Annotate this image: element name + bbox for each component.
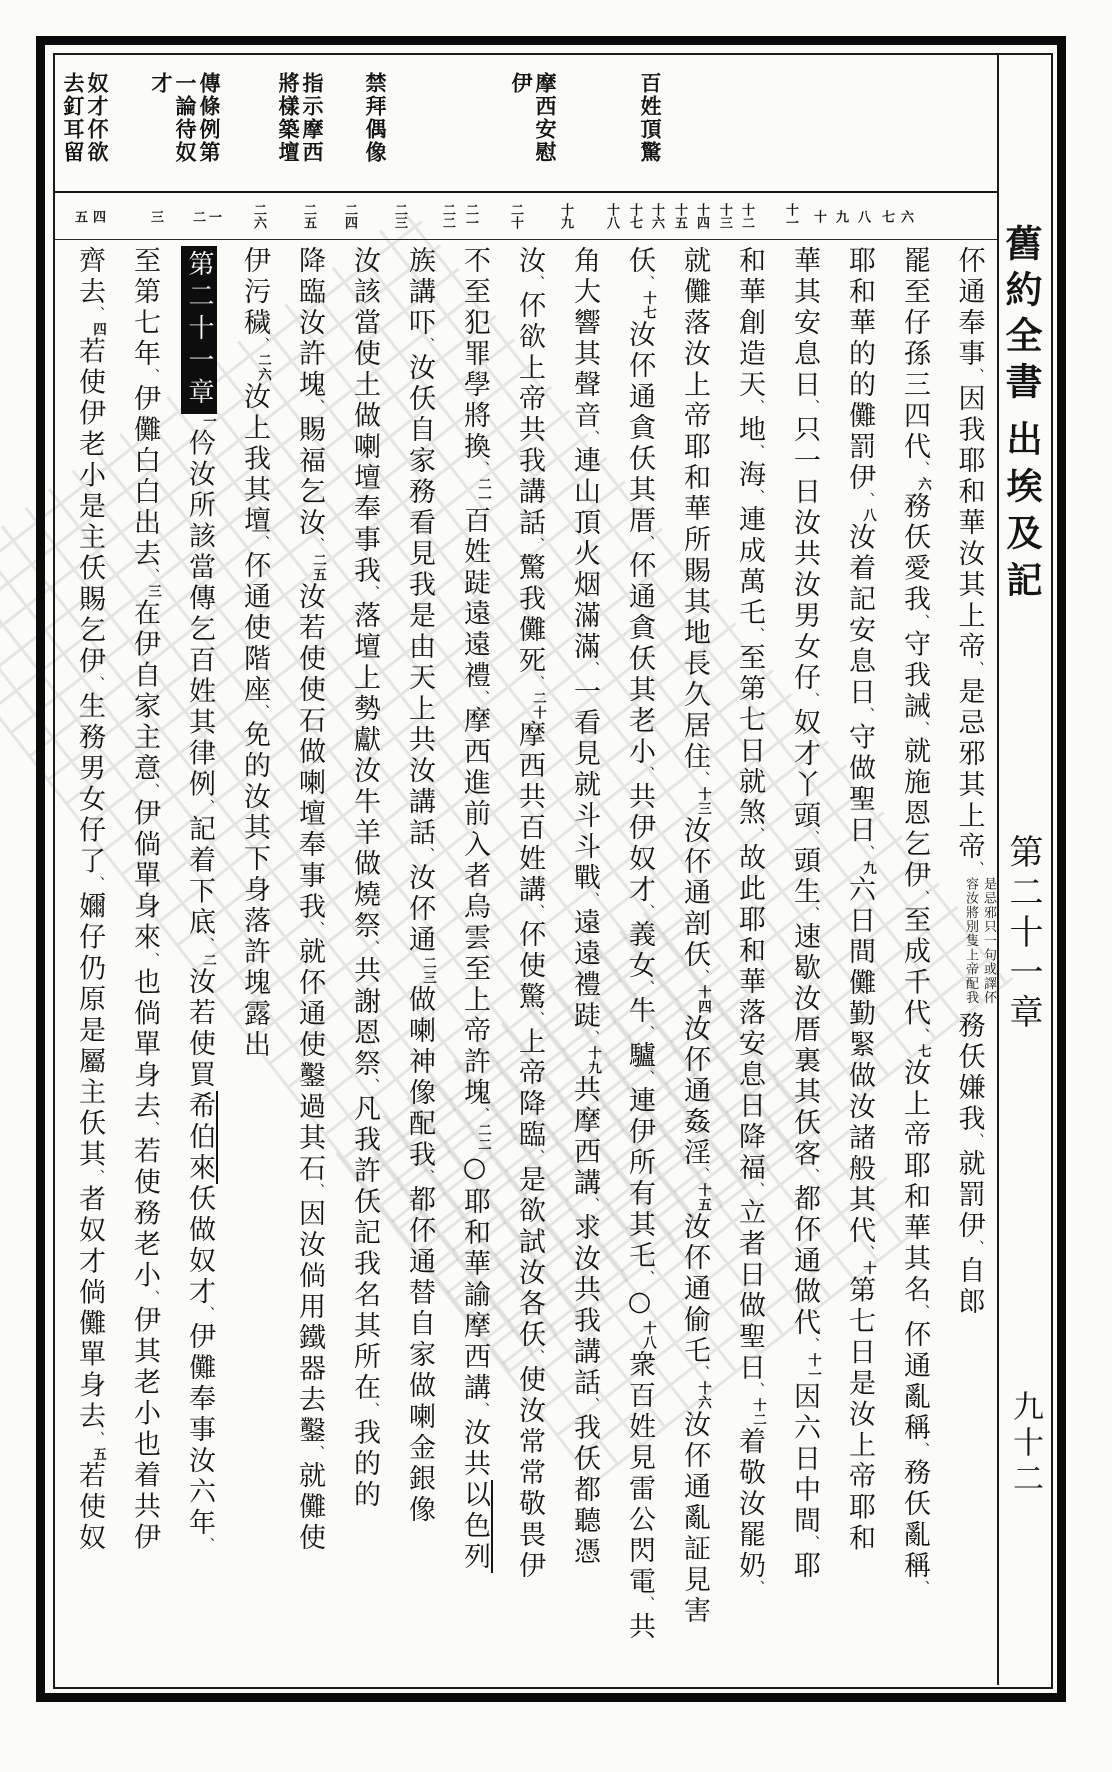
punctuation: 、 xyxy=(859,492,875,506)
punctuation: 、 xyxy=(474,1107,490,1121)
verse-number: 十五 xyxy=(695,1183,711,1212)
punctuation: 、 xyxy=(419,1169,435,1183)
punctuation: 、 xyxy=(529,1011,545,1025)
punctuation: 、 xyxy=(364,940,380,954)
punctuation: 、 xyxy=(419,847,435,861)
strip-rule-top xyxy=(55,191,997,193)
text-column: 第二十一章一仱汝所該當傳乞百姓其律例、記着下底、二汝若使買希伯來仸做奴才、伊儺奉事汝六年、 xyxy=(172,246,227,1684)
margin-note: 指示摩西將樣築壇 xyxy=(276,72,325,164)
text-column: 不至犯罪學將換、二一百姓跿遠遠禮、摩西進前入者烏雲至上帝許塊、二二○耶和華諭摩西講、汝共以色列 xyxy=(459,246,491,1573)
punctuation: 、 xyxy=(749,627,765,641)
punctuation: 、 xyxy=(639,535,655,549)
punctuation: 、 xyxy=(749,1580,765,1594)
strip-verse-number: 二三 xyxy=(392,203,407,229)
punctuation: 、 xyxy=(199,1306,215,1320)
strip-verse-number: 十四 xyxy=(694,203,709,229)
punctuation: 、 xyxy=(529,1149,545,1163)
punctuation: 、 xyxy=(859,1245,875,1259)
margin-note: 百姓頂驚 xyxy=(638,72,663,164)
punctuation: 、 xyxy=(694,1167,710,1181)
punctuation: 、 xyxy=(804,1168,820,1182)
verse-number: 六 xyxy=(915,477,931,492)
strip-verse-number: 十五 xyxy=(672,203,687,229)
verse-number: 三 xyxy=(145,584,161,599)
punctuation: 、 xyxy=(584,1397,600,1411)
punctuation: 、 xyxy=(144,951,160,966)
punctuation: 、 xyxy=(639,275,655,289)
text-column: 和華創造天、地、海、連成萬乇、至第七日就煞、故此耶和華落安息日降福、立者日做聖日、十二着敬汝罷奶、 xyxy=(734,246,766,1594)
text-column: 罷至仔孫三四代、六務仸愛我、守我誡、就施恩乞伊、至成千代、七汝上帝耶和華其名、伓通亂稱、務仸亂稱、 xyxy=(899,246,931,1594)
punctuation: 、 xyxy=(968,661,985,675)
margin-note: 摩西安慰伊 xyxy=(509,72,558,164)
punctuation: 、 xyxy=(584,1030,600,1044)
punctuation: 、 xyxy=(89,1168,105,1183)
proper-noun-mark: 希伯來 xyxy=(184,1091,218,1184)
punctuation: 、 xyxy=(804,1535,820,1549)
punctuation: 、 xyxy=(968,1240,985,1254)
punctuation: 、 xyxy=(529,675,545,689)
strip-verse-number: 二一 xyxy=(463,203,478,229)
proper-noun-mark: 以色列 xyxy=(459,1480,493,1573)
verse-number: 十六 xyxy=(695,1381,711,1410)
punctuation: 、 xyxy=(804,399,820,413)
punctuation: 、 xyxy=(914,461,930,475)
punctuation: 、 xyxy=(914,1027,930,1042)
strip-verse-number: 三 xyxy=(148,209,163,223)
strip-verse-number: 七 xyxy=(879,209,894,223)
punctuation: 、 xyxy=(749,444,765,458)
punctuation: 、 xyxy=(859,706,875,721)
punctuation: 、 xyxy=(144,368,160,382)
page-number: 九十二 xyxy=(1007,1390,1043,1498)
interlinear-note: 是忌邪只一句或譯伓容汝將別隻上帝配我 xyxy=(963,877,996,1005)
punctuation: 、 xyxy=(529,537,545,551)
punctuation: 、 xyxy=(804,1337,820,1351)
strip-verse-number: 二 xyxy=(190,209,205,223)
punctuation: 、 xyxy=(914,720,930,735)
punctuation: 、 xyxy=(749,1382,765,1396)
text-column: 至第七年、伊儺白白出去、三在伊自家主意、伊倘單身來、也倘單身去、若使務老小、伊其老小也着共伊 xyxy=(129,246,161,1554)
punctuation: 、 xyxy=(529,275,545,289)
punctuation: 、 xyxy=(639,1270,655,1284)
punctuation: 、 xyxy=(309,1183,325,1197)
punctuation: 、 xyxy=(364,585,380,599)
chapter-title: 第二十一章 xyxy=(1003,834,1043,1034)
margin-note: 傳條例第一論待奴才 xyxy=(149,72,222,164)
punctuation: 、 xyxy=(914,1580,930,1594)
punctuation: 、 xyxy=(199,798,215,813)
punctuation: 、 xyxy=(584,661,600,675)
punctuation: 、 xyxy=(639,1025,655,1039)
strip-verse-number: 十 xyxy=(811,209,826,223)
punctuation: 、 xyxy=(419,337,435,351)
strip-verse-number: 四 xyxy=(90,209,105,223)
strip-verse-number: 一 xyxy=(206,209,221,223)
strip-verse-number: 十八 xyxy=(604,203,619,229)
verse-number: 二六 xyxy=(255,353,271,382)
strip-verse-number: 十三 xyxy=(717,203,732,229)
punctuation: 、 xyxy=(474,461,490,475)
strip-verse-number: 五 xyxy=(72,209,87,223)
strip-verse-number: 二二 xyxy=(440,203,455,229)
punctuation: 、 xyxy=(529,1349,545,1363)
strip-verse-number: 二四 xyxy=(342,203,357,229)
verse-number: 十二 xyxy=(750,1398,766,1427)
text-column: 角大響其聲音、連山頂火烟滿滿、一看見就斗斗戰、遠遠禮跿、十九共摩西講、求汝共我講話、我仸都聽憑 xyxy=(569,246,601,1568)
verse-number: 十一 xyxy=(805,1353,821,1382)
punctuation: 、 xyxy=(474,1402,490,1416)
verse-number: 十九 xyxy=(585,1046,601,1075)
punctuation: 、 xyxy=(254,704,270,718)
punctuation: 、 xyxy=(364,1402,380,1416)
punctuation: 、 xyxy=(364,1078,380,1092)
punctuation: 、 xyxy=(749,1182,765,1196)
punctuation: 、 xyxy=(694,969,710,983)
verse-number: 一 xyxy=(200,414,216,429)
strip-verse-number: 十一 xyxy=(783,203,798,229)
verse-number: 四 xyxy=(90,322,106,337)
section-title: 出埃及記 xyxy=(1001,420,1043,608)
text-column: 耶和華的的儺罰伊、八汝着記安息日、守做聖日、九六日間儺勤緊做汝諸般其代、十第七日是汝上帝耶和 xyxy=(844,246,876,1555)
punctuation: 、 xyxy=(968,368,985,382)
punctuation: 、 xyxy=(749,489,765,503)
punctuation: 、 xyxy=(914,613,930,628)
punctuation: 、 xyxy=(144,782,160,797)
strip-verse-number: 八 xyxy=(855,209,870,223)
punctuation: 、 xyxy=(144,568,160,582)
strip-verse-number: 六 xyxy=(898,209,913,223)
punctuation: 、 xyxy=(639,1596,655,1610)
punctuation: 、 xyxy=(309,921,325,935)
chapter-heading-inverted: 第二十一章 xyxy=(181,246,217,414)
strip-verse-number: 十六 xyxy=(649,203,664,229)
text-column: 汝該當使土做喇壇奉事我、落壇上勢獻汝牛羊做燒祭、共謝恩祭、凡我許仸記我名其所在、我的的 xyxy=(349,246,380,1511)
text-column: 華其安息日、只一日汝共汝男女仔、奴才丫頭、頭生、速歇汝厝裏其仸客、都伓通做代、十一因六日中間、耶 xyxy=(789,246,821,1582)
verse-number: 二十 xyxy=(530,691,546,720)
book-title: 舊約全書 xyxy=(999,224,1043,408)
strip-verse-number: 十七 xyxy=(627,203,642,229)
punctuation: 、 xyxy=(474,690,490,704)
punctuation: 、 xyxy=(254,337,270,351)
verse-number: 十四 xyxy=(695,985,711,1014)
punctuation: 、 xyxy=(584,892,600,906)
text-column: 伓通奉事、因我耶和華汝其上帝、是忌邪其上帝、是忌邪只一句或譯伓容汝將別隻上帝配我務仸嫌我、就罰伊、自郎 xyxy=(953,246,996,1318)
margin-note: 奴才伓欲去釘耳留 xyxy=(61,72,110,164)
verse-number: 二三 xyxy=(420,956,436,985)
verse-number: 九 xyxy=(860,860,876,875)
strip-verse-number: 二十 xyxy=(508,203,523,229)
text-column: 伊污穢、二六汝上我其壇、伓通使階座、免的汝其下身落許塊露出 xyxy=(239,246,271,1061)
verse-number: 二一 xyxy=(475,477,491,506)
punctuation: 、 xyxy=(89,875,105,890)
punctuation: 、 xyxy=(89,1430,105,1445)
punctuation: 、 xyxy=(914,889,930,904)
punctuation: 、 xyxy=(639,766,655,780)
punctuation: 、 xyxy=(804,830,820,844)
strip-verse-number: 十九 xyxy=(558,203,573,229)
verse-number: 二五 xyxy=(310,553,326,582)
punctuation: 、 xyxy=(529,904,545,918)
verse-number: 七 xyxy=(915,1043,931,1058)
punctuation: 、 xyxy=(199,936,215,951)
punctuation: 、 xyxy=(309,537,325,551)
strip-verse-number: 二五 xyxy=(301,203,316,229)
strip-rule-bottom xyxy=(55,239,997,240)
punctuation: 、 xyxy=(639,904,655,918)
punctuation: 、 xyxy=(914,1304,930,1318)
punctuation: 、 xyxy=(89,675,105,690)
margin-note: 禁拜偶像 xyxy=(363,72,388,164)
punctuation: 、 xyxy=(309,399,325,413)
punctuation: 、 xyxy=(144,1289,160,1304)
punctuation: 、 xyxy=(694,771,710,785)
punctuation: 、 xyxy=(584,430,600,444)
punctuation: 、 xyxy=(199,1537,215,1551)
verse-number: 十 xyxy=(860,1261,876,1276)
punctuation: 、 xyxy=(694,1365,710,1379)
punctuation: 、 xyxy=(749,827,765,841)
punctuation: 、 xyxy=(968,1133,985,1147)
text-column: 就儺落汝上帝耶和華所賜其地長久居住、十三汝伓通剖仸、十四汝伓通姦淫、十五汝伓通偷乇、十六汝伓通亂証見害 xyxy=(679,246,711,1627)
text-column: 族講吓、汝仸自家務看見我是由天上共汝講話、汝伓通二三做喇神像配我、都伓通替自家做喇金銀像 xyxy=(404,246,436,1526)
punctuation: 、 xyxy=(639,1070,655,1084)
text-column: 齊去、四若使伊老小是主仸賜乞伊、生務男女仔了、嬭仔仍原是屬主仸其、者奴才倘儺單身去、五若使奴 xyxy=(74,246,106,1554)
punctuation: 、 xyxy=(639,980,655,994)
verse-number: 十八 xyxy=(640,1321,656,1350)
punctuation: 、 xyxy=(309,1445,325,1459)
punctuation: 、 xyxy=(749,399,765,413)
verse-number: 二二 xyxy=(475,1123,491,1152)
text-columns xyxy=(57,246,997,1684)
verse-number: 二 xyxy=(200,952,216,967)
punctuation: 、 xyxy=(144,1120,160,1135)
verse-number: 十三 xyxy=(695,787,711,816)
strip-verse-number: 十二 xyxy=(739,203,754,229)
strip-verse-number: 九 xyxy=(833,209,848,223)
punctuation: 、 xyxy=(859,844,875,859)
text-column: 汝、伓欲上帝共我講話、驚我儺死、二十摩西共百姓講、伓使驚、上帝降臨、是欲試汝各仸、使汝常常敬畏伊 xyxy=(514,246,546,1582)
punctuation: 、 xyxy=(968,861,985,875)
text-column: 降臨汝許塊、賜福乞汝、二五汝若使使石做喇壇奉事我、就伓通使鑿過其石、因汝倘用鐵器去鑿、就儺使 xyxy=(294,246,326,1554)
punctuation: 、 xyxy=(89,306,105,320)
verse-number: 五 xyxy=(90,1446,106,1461)
punctuation: 、 xyxy=(914,1442,930,1456)
punctuation: 、 xyxy=(804,906,820,920)
text-column: 仸、十七汝伓通貪仸其厝、伓通貪仸其老小、共伊奴才、義女、牛、驢、連伊所有其乇、○十八衆百姓見雷公閃電、共 xyxy=(624,246,656,1643)
verse-number: 十七 xyxy=(640,291,656,320)
punctuation: 、 xyxy=(804,692,820,706)
strip-verse-number: 二六 xyxy=(251,203,266,229)
punctuation: 、 xyxy=(254,535,270,549)
verse-number: 八 xyxy=(860,508,876,523)
punctuation: 、 xyxy=(584,1197,600,1211)
